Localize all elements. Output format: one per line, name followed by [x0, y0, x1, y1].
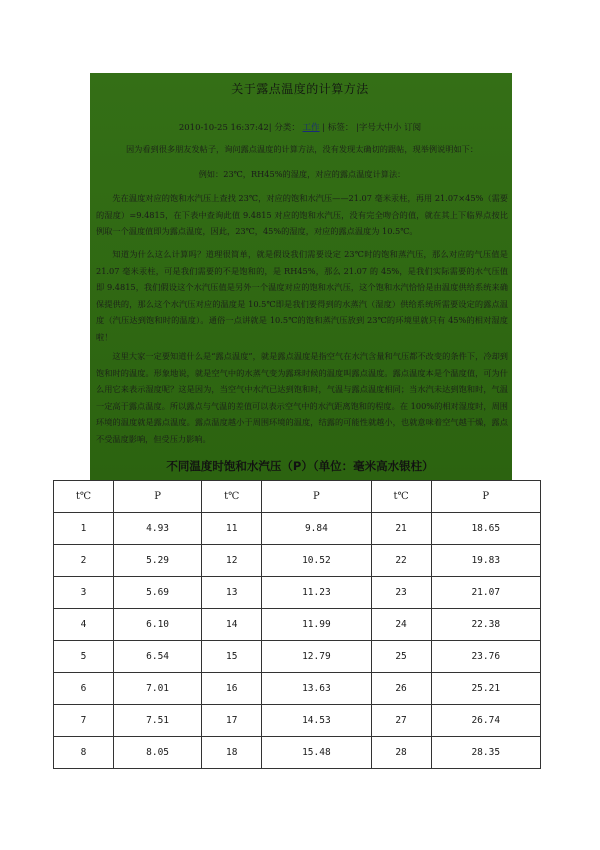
method-paragraph: 先在温度对应的饱和水汽压上查找 23℃，对应的饱和水汽压——21.07 毫米汞柱，再用 21.07×45%（需要的湿度）=9.4815，在下表中查询此值 9.4815 对应的饱和水汽压，没有完全吻合的值，就在其上下临界点按比例取一个温度值即为露点温度，因此，23℃，45%的湿度，对应的露点温度为 10.5℃。	[96, 193, 508, 236]
temperature-cell: 21	[371, 513, 431, 545]
pressure-cell: 7.51	[113, 705, 201, 737]
pressure-cell: 18.65	[431, 513, 540, 545]
temperature-cell: 12	[202, 545, 262, 577]
temperature-cell: 18	[202, 737, 262, 769]
temperature-cell: 7	[54, 705, 114, 737]
pressure-cell: 9.84	[262, 513, 371, 545]
temperature-cell: 25	[371, 641, 431, 673]
table-row	[54, 609, 541, 641]
pressure-cell: 15.48	[262, 737, 371, 769]
table-row	[54, 577, 541, 609]
temperature-cell: 11	[202, 513, 262, 545]
temperature-cell: 17	[202, 705, 262, 737]
pressure-cell: 25.21	[431, 673, 540, 705]
category-link[interactable]: 工作	[302, 123, 320, 133]
temperature-cell: 2	[54, 545, 114, 577]
pressure-cell: 22.38	[431, 609, 540, 641]
table-row	[54, 673, 541, 705]
post-datetime: 2010-10-25 16:37:42	[178, 123, 269, 133]
table-row	[54, 705, 541, 737]
subscribe-link[interactable]: 订阅	[404, 123, 422, 133]
pressure-cell: 21.07	[431, 577, 540, 609]
example-paragraph: 例如：23℃，RH45%的湿度，对应的露点温度计算法：	[198, 169, 406, 179]
header-pressure-col-2: P	[262, 481, 371, 513]
pressure-cell: 4.93	[113, 513, 201, 545]
table-caption: 不同温度时饱和水汽压（P）（单位：毫米高水银柱）	[166, 459, 434, 473]
temperature-cell: 13	[202, 577, 262, 609]
temperature-cell: 1	[54, 513, 114, 545]
temperature-cell: 26	[371, 673, 431, 705]
temperature-cell: 8	[54, 737, 114, 769]
explanation-paragraph: 知道为什么这么计算吗？道理很简单，就是假设我们需要设定 23℃时的饱和蒸汽压，那么对应的气压值是 21.07 毫米汞柱，可是我们需要的不是饱和的，是 RH45%，那么 21.07 的 45%，是我们实际需要的水气压值即 9.4815，我们假设这个水汽压值是另外一个温度对应的饱和水汽压，这个饱和水汽恰恰是由温度供给系统来确保提供的，那么这个水汽压对应的温度是 10.5℃即是我们要得到的水蒸汽（湿度）供给系统所需要设定的露点温度（汽压达到饱和时的温度）。通俗一点讲就是 10.5℃的饱和蒸汽压放到 23℃的环境里就只有 45%的相对湿度啦！	[96, 249, 508, 342]
tags-label: 标签：	[327, 123, 354, 133]
table-row	[54, 737, 541, 769]
table-header-row	[54, 481, 541, 513]
pressure-cell: 12.79	[262, 641, 371, 673]
temperature-cell: 15	[202, 641, 262, 673]
pressure-cell: 28.35	[431, 737, 540, 769]
pressure-cell: 6.10	[113, 609, 201, 641]
pressure-cell: 11.99	[262, 609, 371, 641]
header-temp-col-1: t℃	[54, 481, 114, 513]
temperature-cell: 4	[54, 609, 114, 641]
temperature-cell: 3	[54, 577, 114, 609]
pressure-cell: 19.83	[431, 545, 540, 577]
pressure-cell: 26.74	[431, 705, 540, 737]
font-size-switch[interactable]: 字号大中小	[358, 123, 402, 133]
pressure-cell: 5.69	[113, 577, 201, 609]
header-temp-col-2: t℃	[202, 481, 262, 513]
pressure-cell: 8.05	[113, 737, 201, 769]
pressure-cell: 7.01	[113, 673, 201, 705]
table-row	[54, 545, 541, 577]
temperature-cell: 5	[54, 641, 114, 673]
temperature-cell: 14	[202, 609, 262, 641]
pressure-cell: 10.52	[262, 545, 371, 577]
temperature-cell: 6	[54, 673, 114, 705]
temperature-cell: 23	[371, 577, 431, 609]
temperature-cell: 24	[371, 609, 431, 641]
saturation-pressure-table	[53, 480, 541, 769]
pressure-cell: 13.63	[262, 673, 371, 705]
temperature-cell: 27	[371, 705, 431, 737]
header-temp-col-3: t℃	[371, 481, 431, 513]
pressure-cell: 23.76	[431, 641, 540, 673]
article-meta: 2010-10-25 16:37:42| 分类： 工作 | 标签： |字号大中小 订阅	[178, 123, 422, 133]
definition-paragraph: 这里大家一定要知道什么是“露点温度”，就是露点温度是指空气在水汽含量和气压都不改变的条件下，冷却到饱和时的温度。形象地说，就是空气中的水蒸气变为露珠时候的温度叫露点温度。露点温度本是个温度值，可为什么用它来表示湿度呢？这是因为，当空气中水汽已达到饱和时，气温与露点温度相同；当水汽未达到饱和时，气温一定高于露点温度。所以露点与气温的差值可以表示空气中的水汽距离饱和的程度。在 100%的相对湿度时，周围环境的温度就是露点温度。露点温度越小于周围环境的温度，结露的可能性就越小，也就意味着空气越干燥，露点不受温度影响，但受压力影响。	[96, 351, 508, 444]
pressure-cell: 6.54	[113, 641, 201, 673]
pressure-cell: 11.23	[262, 577, 371, 609]
pressure-cell: 14.53	[262, 705, 371, 737]
table-body	[54, 513, 541, 769]
category-label: 分类：	[274, 123, 300, 133]
temperature-cell: 16	[202, 673, 262, 705]
table-row	[54, 641, 541, 673]
header-pressure-col-3: P	[431, 481, 540, 513]
table-row	[54, 513, 541, 545]
temperature-cell: 22	[371, 545, 431, 577]
header-pressure-col-1: P	[113, 481, 201, 513]
article-title: 关于露点温度的计算方法	[231, 82, 369, 96]
intro-paragraph: 因为看到很多朋友发帖子，询问露点温度的计算方法，没有发现太确切的跟帖，现举例说明如下：	[125, 144, 479, 154]
pressure-cell: 5.29	[113, 545, 201, 577]
temperature-cell: 28	[371, 737, 431, 769]
